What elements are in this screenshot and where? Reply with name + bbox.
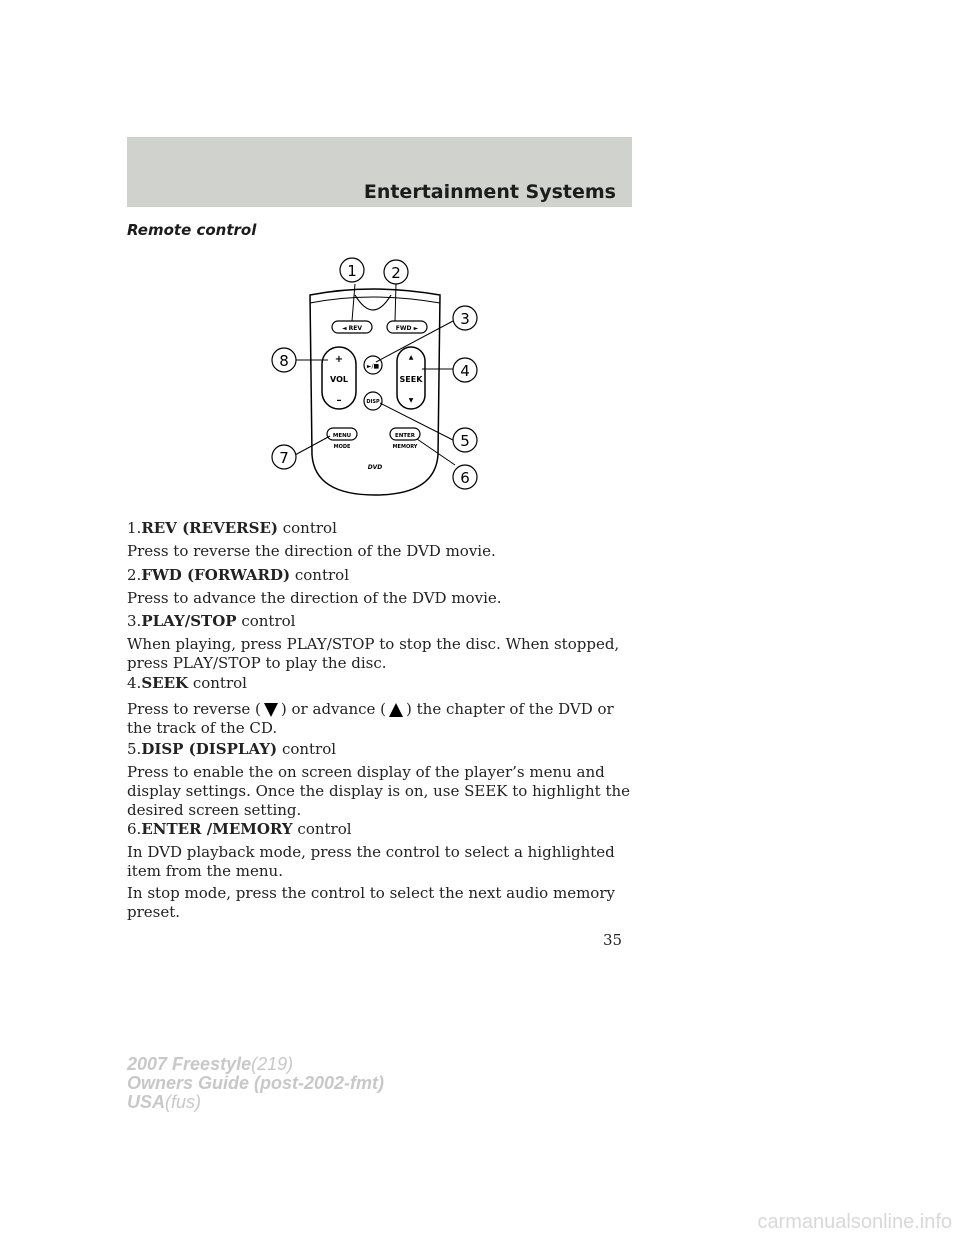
callout-2: 2 xyxy=(391,264,401,282)
mode-label: MODE xyxy=(333,444,351,450)
item-6-description-2: In stop mode, press the control to select the next audio memory preset. xyxy=(127,884,615,921)
vol-label: VOL xyxy=(330,375,348,384)
item-4-heading: 4.SEEK control xyxy=(127,674,247,692)
seek-up-icon xyxy=(389,703,403,717)
memory-label: MEMORY xyxy=(392,444,418,450)
item-1-heading: 1.REV (REVERSE) control xyxy=(127,519,337,537)
item-5-description: Press to enable the on screen display of the player’s menu and display settings. Once the display is on, use SEEK to highlight the desired screen setting. xyxy=(127,763,631,819)
callout-1: 1 xyxy=(347,262,357,280)
rev-button-label: ◄ REV xyxy=(341,325,363,332)
page-number: 35 xyxy=(603,931,623,949)
footer: 2007 Freestyle(219) Owners Guide (post-2002-fmt) USA(fus) xyxy=(127,1054,385,1112)
seek-up-label: ▲ xyxy=(408,354,414,361)
vol-minus-label: – xyxy=(336,395,342,406)
seek-down-label: ▼ xyxy=(408,397,414,404)
callout-6: 6 xyxy=(460,469,470,487)
section-header-title: Entertainment Systems xyxy=(363,181,616,203)
item-2-heading: 2.FWD (FORWARD) control xyxy=(127,566,349,584)
item-5-heading: 5.DISP (DISPLAY) control xyxy=(127,740,337,758)
seek-label: SEEK xyxy=(399,375,423,384)
item-6-description: In DVD playback mode, press the control to select a highlighted item from the menu. xyxy=(127,843,615,880)
callout-5: 5 xyxy=(460,432,470,450)
callout-4: 4 xyxy=(460,362,470,380)
callout-8: 8 xyxy=(279,352,289,370)
seek-down-icon xyxy=(264,703,278,717)
dvd-logo: DVD xyxy=(367,464,383,471)
vol-plus-label: + xyxy=(334,354,344,365)
item-1-description: Press to reverse the direction of the DVD movie. xyxy=(127,542,496,560)
play-stop-label: ►/■ xyxy=(366,363,380,370)
item-2-description: Press to advance the direction of the DVD movie. xyxy=(127,589,502,607)
item-3-description: When playing, press PLAY/STOP to stop the disc. When stopped, press PLAY/STOP to play the disc. xyxy=(127,635,620,672)
disp-button-label: DISP xyxy=(366,399,380,405)
section-title: Remote control xyxy=(127,221,257,239)
item-6-heading: 6.ENTER /MEMORY control xyxy=(127,820,352,838)
enter-button-label: ENTER xyxy=(394,433,416,439)
fwd-button-label: FWD ► xyxy=(395,325,419,332)
callout-7: 7 xyxy=(279,449,289,467)
watermark: carmanualsonline.info xyxy=(757,1211,952,1233)
header-band xyxy=(127,137,632,207)
item-3-heading: 3.PLAY/STOP control xyxy=(127,612,296,630)
remote-control-figure xyxy=(255,255,490,500)
callout-3: 3 xyxy=(460,310,470,328)
menu-button-label: MENU xyxy=(332,433,352,439)
item-4-description: Press to reverse ( ) or advance ( ) the chapter of the DVD or the track of the CD. xyxy=(127,700,614,737)
